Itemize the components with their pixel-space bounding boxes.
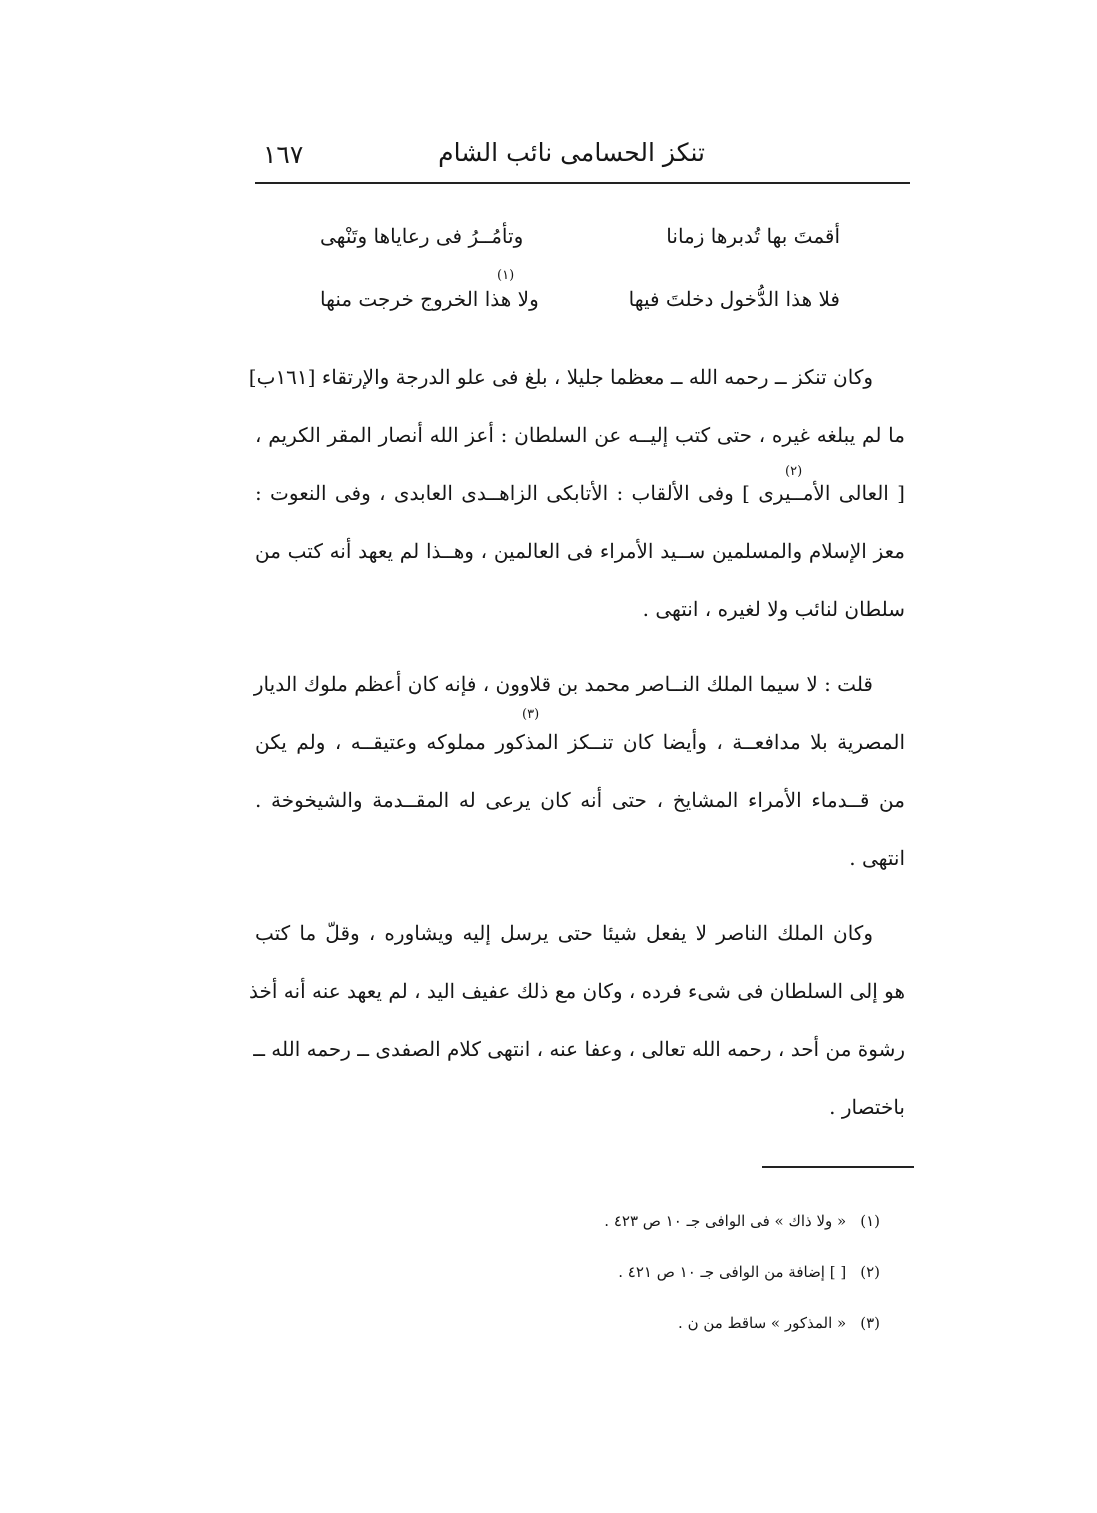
page-number: ١٦٧ xyxy=(263,140,304,169)
page-header xyxy=(255,136,910,180)
text-line: معز الإسلام والمسلمين ســيد الأمراء فى العالمين ، وهــذا لم يعهد أنه كتب من xyxy=(255,539,905,563)
footnote xyxy=(400,1305,880,1356)
text-line: باختصار . xyxy=(829,1095,905,1119)
footnote-number: (٢) xyxy=(860,1263,880,1281)
paragraph xyxy=(249,904,905,1136)
footnote-rule xyxy=(762,1166,914,1168)
verse-line xyxy=(320,224,840,260)
running-head: تنكز الحسامى نائب الشام xyxy=(438,138,705,167)
text-line: سلطان لنائب ولا لغيره ، انتهى . xyxy=(642,597,905,621)
verse-line xyxy=(320,287,840,323)
verse-hemistich-left: ولا هذا الخروج خرجت منها xyxy=(320,287,539,311)
verse-hemistich-right: فلا هذا الدُّخول دخلتَ فيها xyxy=(628,287,840,311)
footnote-number: (١) xyxy=(860,1212,880,1230)
paragraph xyxy=(248,348,905,638)
text-line: انتهى . xyxy=(849,846,905,870)
text-line: رشوة من أحد ، رحمه الله تعالى ، وعفا عنه ، انتهى كلام الصفدى ــ رحمه الله ــ xyxy=(253,1037,905,1061)
text-line: المصرية بلا مدافعــة ، وأيضا كان تنــكز المذكور مملوكه وعتيقــه ، ولم يكن xyxy=(255,730,905,754)
footnote xyxy=(400,1203,880,1254)
verse-hemistich-right: أقمتَ بها تُدبرها زمانا xyxy=(666,224,840,248)
footnote-text: « ولا ذاك » فى الوافى جـ ١٠ ص ٤٢٣ . xyxy=(604,1212,847,1230)
footnotes xyxy=(400,1203,880,1356)
footnote-number: (٣) xyxy=(860,1314,880,1332)
text-line: هو إلى السلطان فى شىء فرده ، وكان مع ذلك عفيف اليد ، لم يعهد عنه أنه أخذ xyxy=(249,979,905,1003)
verse-hemistich-left: وتأمُــرُ فى رعاياها وتَنْهى xyxy=(320,224,524,248)
paragraph xyxy=(255,655,905,887)
text-line: وكان تنكز ــ رحمه الله ــ معظما جليلا ، بلغ فى علو الدرجة والإرتقاء [١٦١ب] xyxy=(248,365,873,389)
text-line: قلت : لا سيما الملك النــاصر محمد بن قلاوون ، فإنه كان أعظم ملوك الديار xyxy=(253,672,873,696)
text-line: من قــدماء الأمراء المشايخ ، حتى أنه كان يرعى له المقــدمة والشيخوخة . xyxy=(255,788,905,812)
footnote-marker: (٢) xyxy=(785,464,803,479)
text-line: [ العالى الأمــيرى ] وفى الألقاب : الأتابكى الزاهــدى العابدى ، وفى النعوت : xyxy=(255,481,905,505)
footnote-marker: (١) xyxy=(497,268,515,283)
footnote-marker: (٣) xyxy=(522,707,540,722)
text-line: وكان الملك الناصر لا يفعل شيئا حتى يرسل إليه ويشاوره ، وقلّ ما كتب xyxy=(255,921,873,945)
text-line: ما لم يبلغه غيره ، حتى كتب إليــه عن السلطان : أعز الله أنصار المقر الكريم ، xyxy=(255,423,905,447)
footnote-text: « المذكور » ساقط من ن . xyxy=(678,1314,847,1332)
footnote xyxy=(400,1254,880,1305)
footnote-text: [ ] إضافة من الوافى جـ ١٠ ص ٤٢١ . xyxy=(618,1263,847,1281)
header-rule xyxy=(255,182,910,184)
